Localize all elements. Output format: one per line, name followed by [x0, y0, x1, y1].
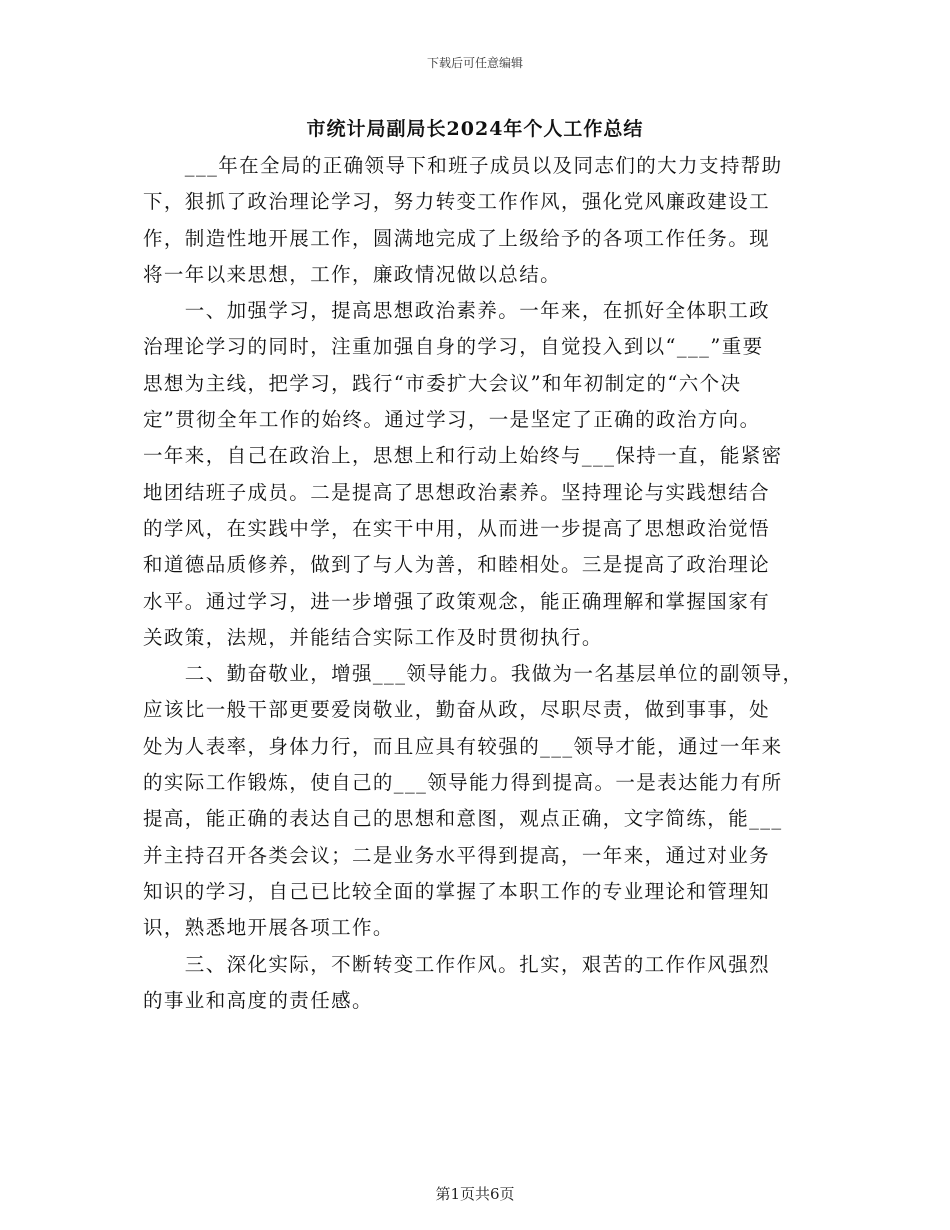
body-line: 和道德品质修养，做到了与人为善，和睦相处。三是提高了政治理论: [143, 553, 771, 577]
body-line: 处为人表率，身体力行，而且应具有较强的___领导才能，通过一年来: [143, 734, 783, 758]
body-line: 应该比一般干部更要爱岗敬业，勤奋从政，尽职尽责，做到事事，处: [143, 698, 771, 722]
body-line: 关政策，法规，并能结合实际工作及时贯彻执行。: [143, 625, 603, 649]
page-number-footer: 第1页共6页: [435, 1185, 515, 1203]
body-line: 提高，能正确的表达自己的思想和意图，观点正确，文字简练，能___: [143, 807, 783, 831]
body-line: 作，制造性地开展工作，圆满地完成了上级给予的各项工作任务。现: [143, 226, 771, 250]
body-line: 二、勤奋敬业，增强___领导能力。我做为一名基层单位的副领导，: [143, 662, 804, 686]
body-line: 知识的学习，自己已比较全面的掌握了本职工作的专业理论和管理知: [143, 879, 771, 903]
body-line: 下，狠抓了政治理论学习，努力转变工作作风，强化党风廉政建设工: [143, 190, 771, 214]
body-line: 识，熟悉地开展各项工作。: [143, 916, 394, 940]
body-line: 的实际工作锻炼，使自己的___领导能力得到提高。一是表达能力有所: [143, 771, 783, 795]
header-note: 下载后可任意编辑: [426, 56, 523, 70]
body-line: 定”贯彻全年工作的始终。通过学习，一是坚定了正确的政治方向。: [143, 408, 761, 432]
body-line: 将一年以来思想，工作，廉政情况做以总结。: [143, 262, 562, 286]
body-line: 思想为主线，把学习，践行“市委扩大会议”和年初制定的“六个决: [143, 371, 742, 395]
body-line: 一、加强学习，提高思想政治素养。一年来，在抓好全体职工政: [143, 299, 771, 323]
body-line: 地团结班子成员。二是提高了思想政治素养。坚持理论与实践想结合: [143, 480, 771, 504]
body-line: 的事业和高度的责任感。: [143, 988, 373, 1012]
document-body: [143, 148, 823, 1019]
body-line: 的学风，在实践中学，在实干中用，从而进一步提高了思想政治觉悟: [143, 516, 771, 540]
body-line: 一年来，自己在政治上，思想上和行动上始终与___保持一直，能紧密: [143, 444, 783, 468]
body-line: 并主持召开各类会议；二是业务水平得到提高，一年来，通过对业务: [143, 843, 771, 867]
body-line: ___年在全局的正确领导下和班子成员以及同志们的大力支持帮助: [143, 154, 783, 177]
body-line: 水平。通过学习，进一步增强了政策观念，能正确理解和掌握国家有: [143, 589, 771, 613]
body-line: 治理论学习的同时，注重加强自身的学习，自觉投入到以“___”重要: [143, 335, 764, 359]
body-line: 三、深化实际，不断转变工作作风。扎实，艰苦的工作作风强烈: [143, 952, 771, 976]
document-title: 市统计局副局长2024年个人工作总结: [306, 118, 644, 140]
